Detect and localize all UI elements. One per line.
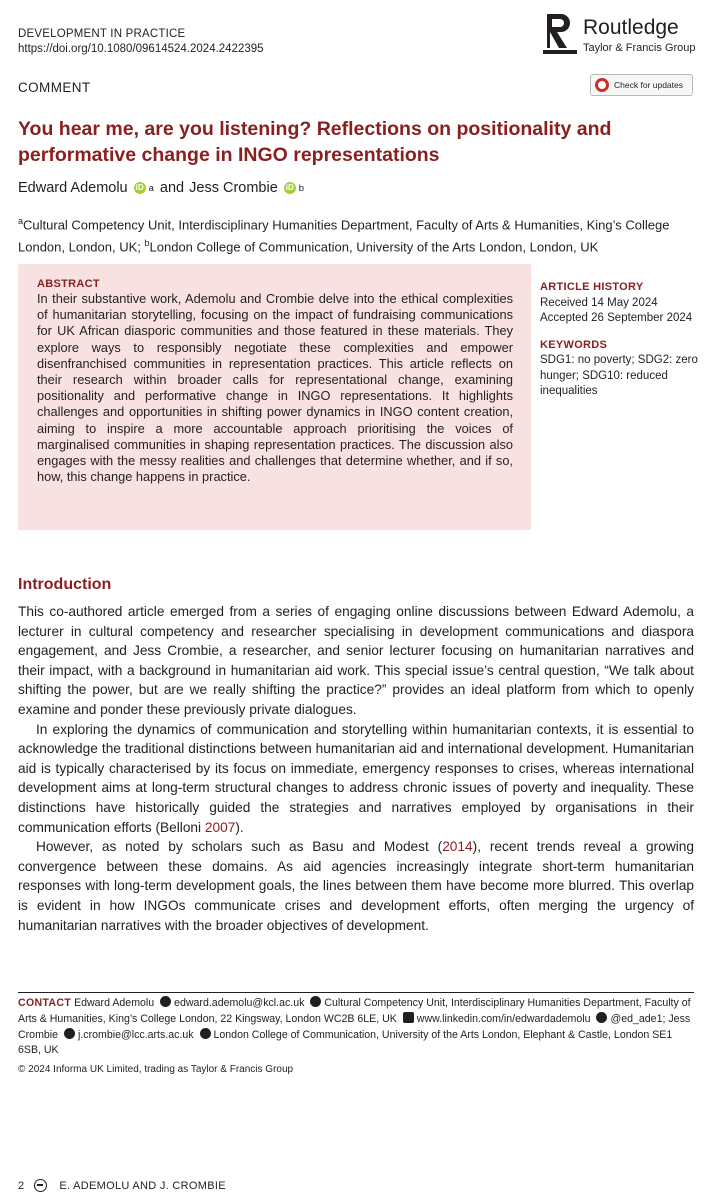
introduction-heading: Introduction (18, 576, 112, 593)
accepted-date: Accepted 26 September 2024 (540, 312, 693, 324)
body-text (18, 602, 694, 935)
history-heading: ARTICLE HISTORY (540, 281, 644, 293)
citation-belloni[interactable]: 2007 (204, 819, 236, 835)
check-updates-button[interactable] (590, 74, 693, 96)
page-footer (18, 1179, 226, 1192)
contact-twitter[interactable]: @ed_ade1; (610, 1012, 666, 1025)
page-number: 2 (18, 1179, 25, 1192)
copyright-notice: © 2024 Informa UK Limited, trading as Taylor & Francis Group (18, 1064, 294, 1075)
paragraph-3-start: However, as noted by scholars such as Basu and Modest ( (36, 839, 443, 855)
check-updates-icon (595, 78, 609, 92)
contact-address-2: London College of Communication, University of the Arts London, Elephant & Castle, London SE1 6SB, UK (18, 1028, 673, 1057)
keywords-text: SDG1: no poverty; SDG2: zero hunger; SDG10: reduced inequalities (540, 354, 698, 397)
email-icon (160, 996, 171, 1007)
author-2[interactable]: Jess Crombie (189, 180, 278, 196)
contact-linkedin[interactable]: www.linkedin.com/in/edwardademolu (416, 1012, 591, 1025)
paragraph-2-text: In exploring the dynamics of communication and storytelling within humanitarian contexts, it is essential to acknowledge the traditional distinctions between humanitarian aid and international development. Humanitarian aid is typically characterised by its focus on immediate, emergency responses to crises, whereas international development aims at long-term structural changes to address chronic issues of poverty and inequality. These distinctions have historically guided the strategies and narratives employed by organisations in their communication efforts (Belloni (18, 721, 694, 835)
running-head: E. ADEMOLU AND J. CROMBIE (59, 1179, 226, 1192)
abstract-heading: ABSTRACT (37, 278, 100, 290)
orcid-icon[interactable]: iD (135, 183, 144, 192)
publisher-name: Routledge (583, 16, 679, 39)
paragraph-1: This co-authored article emerged from a series of engaging online discussions between Edward Ademolu, a lecturer in cultural competency and researcher specialising in development communications and diaspora engagement, and Jess Crombie, a researcher, and senior lecturer focusing on humanitarian narratives and their impact, with a background in humanitarian aid work. This special issue’s central question, “We talk about shifting the power, but are we really shifting the practice?” provides an ideal platform from which to openly examine and ponder these previously private dialogues. (18, 604, 694, 717)
contact-email-1[interactable]: edward.ademolu@kcl.ac.uk (174, 997, 305, 1009)
routledge-logo (543, 12, 703, 60)
publisher-group: Taylor & Francis Group (583, 42, 696, 54)
paragraph-3 (18, 837, 694, 935)
contact-block (18, 996, 694, 1059)
journal-mark-icon (34, 1179, 47, 1192)
article-title: You hear me, are you listening? Reflections on positionality and performative change in INGO representations (18, 118, 612, 166)
received-date: Received 14 May 2024 (540, 296, 658, 309)
affil-a-mark: a (18, 216, 24, 226)
journal-name: DEVELOPMENT IN PRACTICE (18, 28, 186, 40)
footnote-divider (18, 992, 694, 993)
author-1[interactable]: Edward Ademolu (18, 180, 128, 196)
author-connector: and (159, 180, 185, 196)
twitter-icon (596, 1012, 607, 1023)
affil-b: London College of Communication, University of the Arts London, London, UK (149, 239, 599, 255)
abstract-text: In their substantive work, Ademolu and Crombie delve into the ethical complexities of humanitarian storytelling, focusing on the impact of fundraising communications for UK African diasporic communities and those featured in these materials. They explore ways to responsibly negotiate these complexities and empower disenfranchised communities in representation practices. This article reflects on their research within broader calls for representational change, examining positionality and performative change in INGO representations. It highlights challenges and opportunities in shifting power dynamics in INGO content creation, aiming to inspire a more accountable approach prioritising the voices of marginalised communities in shaping representation practices. The discussion also engages with the messy realities and challenges that determine whether, and if so, how, this change happens in practice. (37, 291, 513, 485)
citation-basu-modest[interactable]: 2014 (442, 839, 473, 855)
check-updates-label: Check for updates (614, 80, 683, 90)
paragraph-2 (18, 720, 694, 838)
paragraph-2-end: ). (235, 819, 244, 835)
author-1-affil-mark: a (148, 182, 154, 194)
author-2-affil-mark: b (298, 182, 305, 194)
affil-b-mark: b (144, 238, 150, 249)
contact-name-1: Edward Ademolu (74, 997, 155, 1009)
email-icon (64, 1028, 75, 1039)
address-icon (200, 1028, 211, 1039)
contact-address-1: Cultural Competency Unit, Interdisciplinary Humanities Department, Faculty of Arts & Humanities, King’s College London, 22 Kingsway, London WC2B 6LE, UK (18, 997, 691, 1025)
abstract-box (18, 264, 531, 530)
section-label: COMMENT (18, 80, 91, 95)
author-line (18, 180, 310, 196)
contact-label: CONTACT (18, 997, 72, 1009)
affiliations (18, 212, 698, 257)
routledge-r-icon (543, 12, 577, 58)
contact-name-2: Jess Crombie (18, 1012, 691, 1041)
doi-link[interactable]: https://doi.org/10.1080/09614524.2024.2422395 (18, 43, 264, 55)
contact-email-2[interactable]: j.crombie@lcc.arts.ac.uk (78, 1028, 194, 1041)
keywords-heading: KEYWORDS (540, 338, 608, 351)
orcid-icon[interactable]: iD (285, 183, 294, 192)
linkedin-icon (403, 1012, 414, 1023)
paragraph-3-text: ), recent trends reveal a growing convergence between these domains. As aid agencies increasingly integrate short-term humanitarian responses with long-term development goals, the lines between them have become more blurred. This overlap is evident in how INGOs communicate crises and development efforts, often merging the urgency of humanitarian narratives with the broader objectives of development. (18, 839, 694, 933)
article-meta-sidebar (540, 280, 700, 400)
affil-a: Cultural Competency Unit, Interdisciplinary Humanities Department, Faculty of Arts & Humanities, King’s College London, London, UK; (18, 217, 670, 255)
address-icon (310, 996, 321, 1007)
